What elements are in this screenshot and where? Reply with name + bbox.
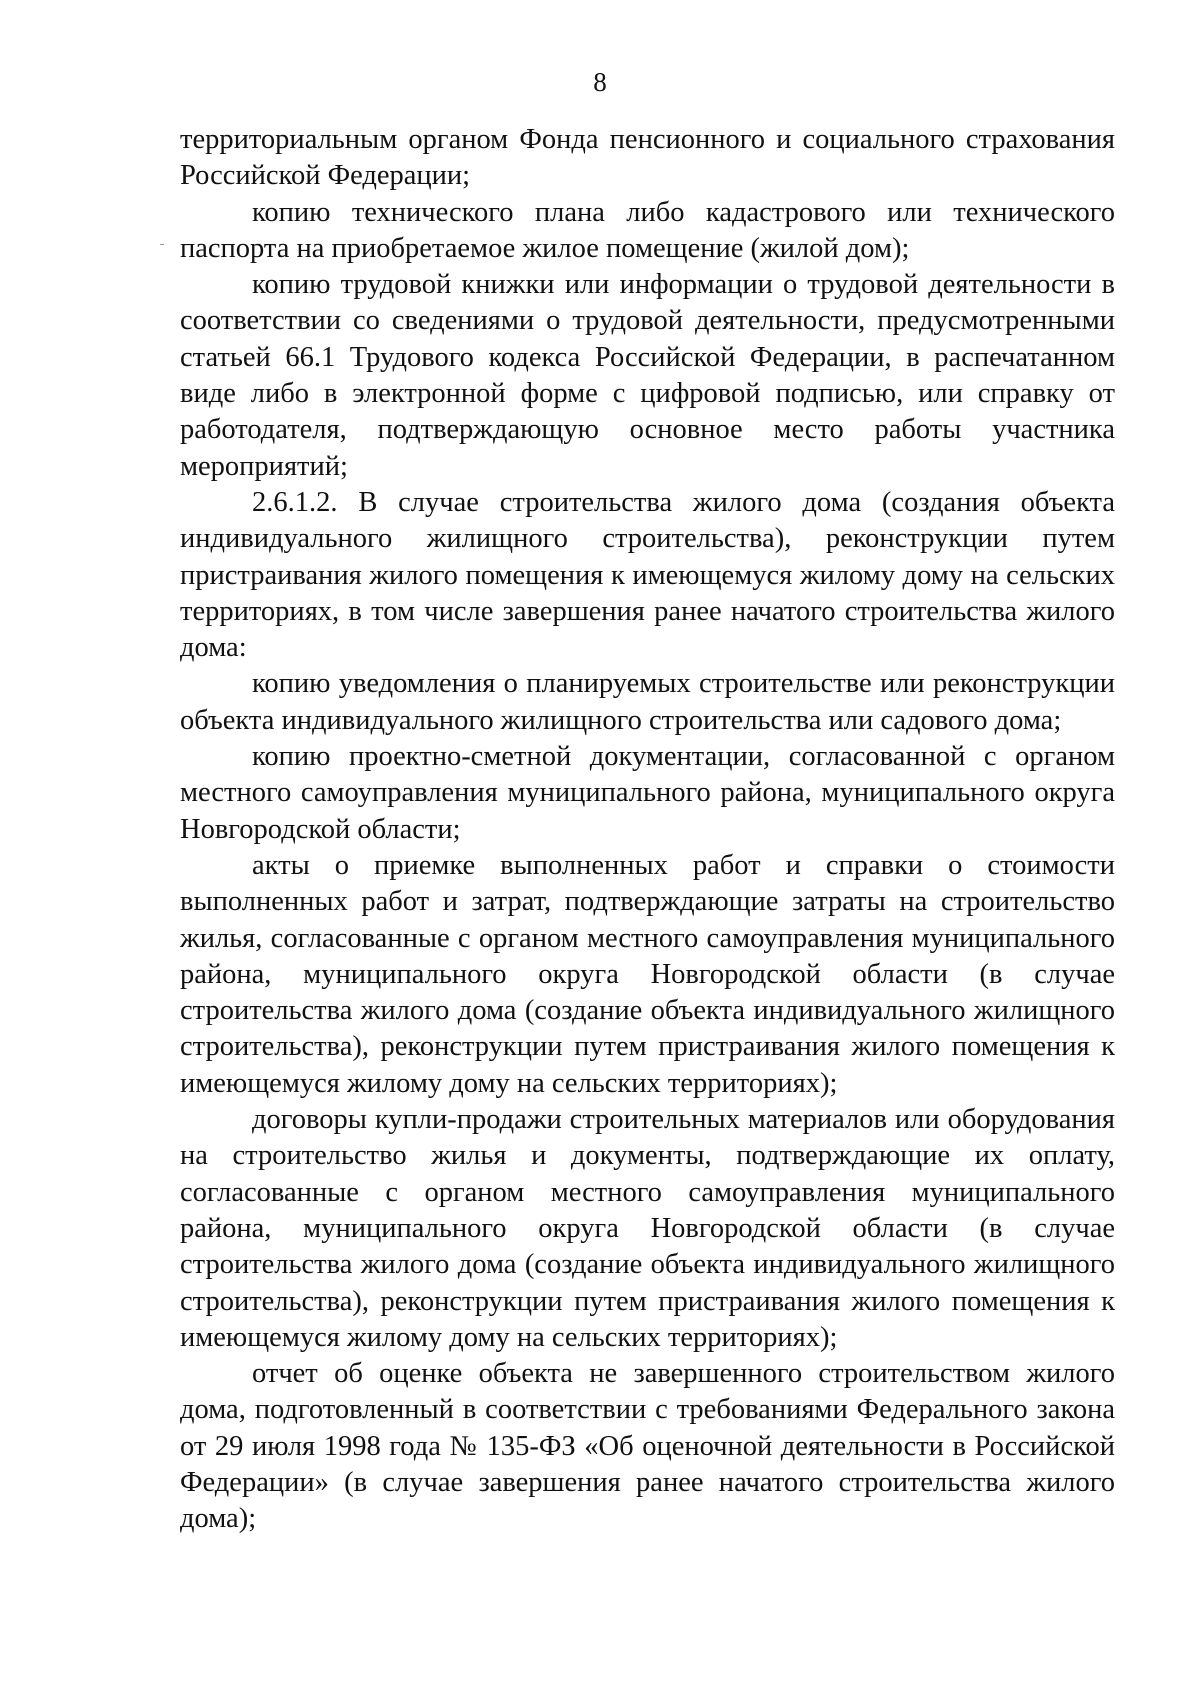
paragraph-technical-plan: копию технического плана либо кадастрового или технического паспорта на приобретаемое жилое помещение (жилой дом); — [180, 196, 1115, 264]
paragraph-continuation: территориальным органом Фонда пенсионного и социального страхования Российской Федерации; — [180, 124, 1115, 192]
paragraph-section-2-6-1-2: 2.6.1.2. В случае строительства жилого дома (создания объекта индивидуального жилищного строительства), реконструкции путем пристраивания жилого помещения к имеющемуся жилому дому на сельских территориях, в том числе завершения ранее начатого строительства жилого дома: — [180, 486, 1115, 664]
paragraph-design-documentation: копию проектно-сметной документации, согласованной с органом местного самоуправления муниципального района, муниципального округа Новгородской области; — [180, 741, 1115, 845]
document-body — [180, 122, 1115, 1538]
paragraph-employment-record: копию трудовой книжки или информации о трудовой деятельности в соответствии со сведениями о трудовой деятельности, предусмотренными статьей 66.1 Трудового кодекса Российской Федерации, в распечатанном виде либо в электронной форме с цифровой подписью, или справку от работодателя, подтверждающую основное место работы участника мероприятий; — [180, 269, 1115, 482]
paragraph-construction-notice: копию уведомления о планируемых строительстве или реконструкции объекта индивидуального жилищного строительства или садового дома; — [180, 668, 1115, 736]
paragraph-purchase-contracts: договоры купли-продажи строительных материалов или оборудования на строительство жилья и документы, подтверждающие их оплату, согласованные с органом местного самоуправления муниципального района, муниципального округа Новгородской области (в случае строительства жилого дома (создание объекта индивидуального жилищного строительства), реконструкции путем пристраивания жилого помещения к имеющемуся жилому дому на сельских территориях); — [180, 1104, 1115, 1353]
paragraph-valuation-report: отчет об оценке объекта не завершенного строительством жилого дома, подготовленный в соответствии с требованиями Федерального закона от 29 июля 1998 года № 135-ФЗ «Об оценочной деятельности в Российской Федерации» (в случае завершения ранее начатого строительства жилого дома); — [180, 1358, 1115, 1535]
page-number: 8 — [593, 67, 607, 97]
paragraph-acceptance-acts: акты о приемке выполненных работ и справки о стоимости выполненных работ и затрат, подтверждающие затраты на строительство жилья, согласованные с органом местного самоуправления муниципального района, муниципального округа Новгородской области (в случае строительства жилого дома (создание объекта индивидуального жилищного строительства), реконструкции путем пристраивания жилого помещения к имеющемуся жилому дому на сельских территориях); — [180, 849, 1115, 1099]
scan-mark — [160, 244, 164, 245]
